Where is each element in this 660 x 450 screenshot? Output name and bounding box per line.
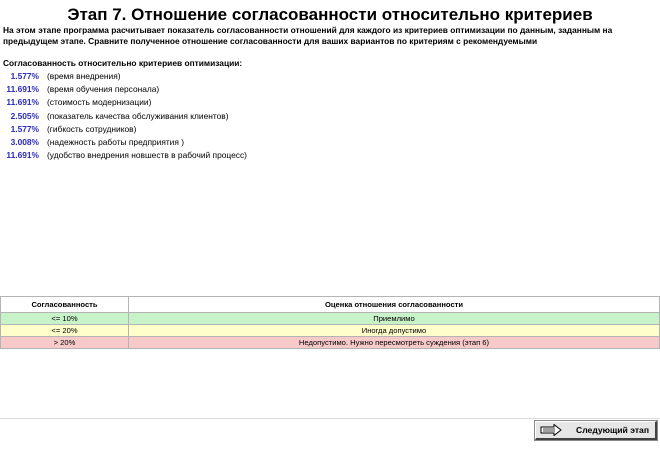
criteria-row xyxy=(0,110,400,123)
table-header-row xyxy=(1,297,660,313)
intro-text: На этом этапе программа расчитывает показатель согласованности отношений для каждого из критериев оптимизации по данным, заданным на предыдущем этапе. Сравните полученное отношение согласованности для ваших вариантов по критериям с рекомендуемыми xyxy=(3,25,613,46)
criteria-row xyxy=(0,123,400,136)
table-row xyxy=(1,337,660,349)
consistency-value: 1.577% xyxy=(10,123,39,134)
page-title: Этап 7. Отношение согласованности относительно критериев xyxy=(67,5,593,24)
criteria-list xyxy=(0,70,400,162)
criterion-name: (стоимость модернизации) xyxy=(47,97,152,108)
consistency-value: 11.691% xyxy=(6,97,39,108)
footer-divider xyxy=(0,418,660,419)
double-arrow-right-icon xyxy=(540,424,562,436)
criterion-name: (время обучения персонала) xyxy=(47,84,160,95)
column-header-assessment: Оценка отношения согласованности xyxy=(129,297,660,313)
range-cell: <= 10% xyxy=(1,313,129,325)
consistency-value: 2.505% xyxy=(10,110,39,121)
criterion-name: (надежность работы предприятия ) xyxy=(47,136,185,147)
criteria-row xyxy=(0,83,400,96)
table-row xyxy=(1,313,660,325)
range-cell: > 20% xyxy=(1,337,129,349)
consistency-value: 11.691% xyxy=(6,150,39,161)
next-step-button[interactable] xyxy=(535,421,657,440)
next-step-label: Следующий этап xyxy=(576,425,650,435)
criterion-name: (гибкость сотрудников) xyxy=(47,123,137,134)
assessment-cell: Приемлимо xyxy=(129,313,660,325)
criterion-name: (показатель качества обслуживания клиентов) xyxy=(47,110,229,121)
criteria-row xyxy=(0,149,400,162)
column-header-consistency: Согласованность xyxy=(1,297,129,313)
criteria-row xyxy=(0,136,400,149)
assessment-cell: Иногда допустимо xyxy=(129,325,660,337)
criteria-row xyxy=(0,96,400,109)
criterion-name: (удобство внедрения новшеств в рабочий процесс) xyxy=(47,150,247,161)
range-cell: <= 20% xyxy=(1,325,129,337)
criteria-heading: Согласованность относительно критериев оптимизации: xyxy=(3,58,243,68)
consistency-guide-table xyxy=(0,296,660,349)
criteria-row xyxy=(0,70,400,83)
assessment-cell: Недопустимо. Нужно пересмотреть суждения (этап 6) xyxy=(129,337,660,349)
consistency-value: 3.008% xyxy=(10,136,39,147)
table-row xyxy=(1,325,660,337)
criterion-name: (время внедрения) xyxy=(47,71,121,81)
consistency-value: 11.691% xyxy=(6,84,39,95)
consistency-value: 1.577% xyxy=(10,71,39,81)
